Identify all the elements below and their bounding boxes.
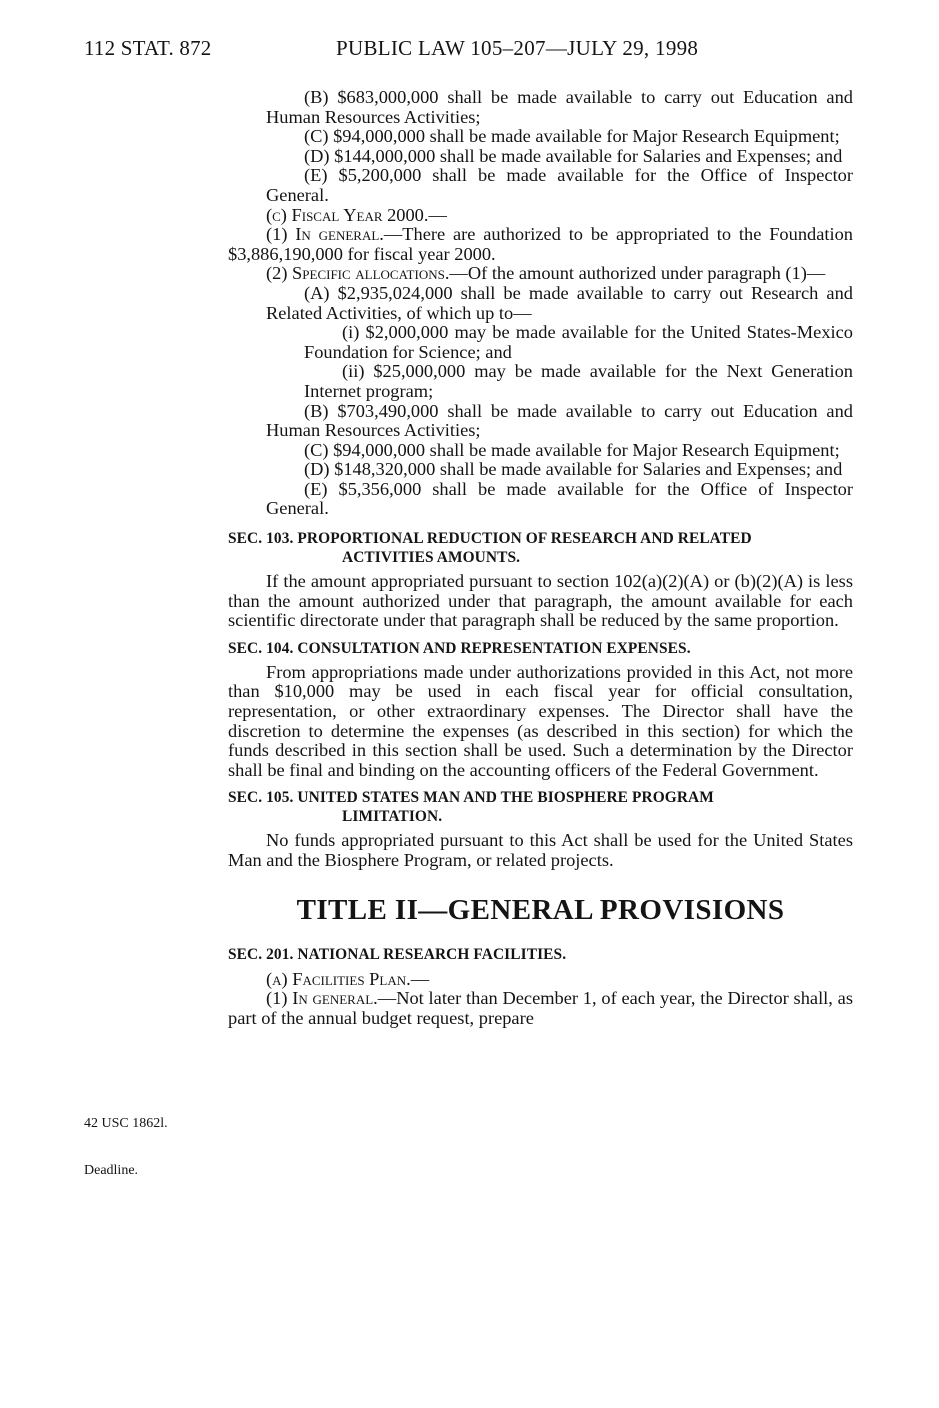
- section-105-heading: [228, 788, 853, 826]
- section-104-heading: SEC. 104. CONSULTATION AND REPRESENTATION EXPENSES.: [228, 639, 691, 657]
- paragraph-d-fy2000: (D) $148,320,000 shall be made available for Salaries and Expenses; and: [304, 459, 843, 480]
- section-105-heading-line1: SEC. 105. UNITED STATES MAN AND THE BIOSPHERE PROGRAM: [228, 789, 714, 807]
- title-ii-heading: TITLE II—GENERAL PROVISIONS: [296, 893, 785, 926]
- facilities-in-general-label: (1) In general.: [266, 988, 378, 1009]
- section-105-text: No funds appropriated pursuant to this Act shall be used for the United States Man and the Biosphere Program, or related projects.: [228, 830, 853, 870]
- paragraph-facilities-in-general: [228, 989, 853, 1028]
- paragraph-c-fy2000: (C) $94,000,000 shall be made available for Major Research Equipment;: [304, 439, 840, 460]
- section-103-heading: [228, 529, 853, 567]
- stat-page-number: 112 STAT. 872: [84, 36, 212, 60]
- page-header: [84, 36, 864, 66]
- specific-allocations-text: —Of the amount authorized under paragraph (1)—: [449, 263, 826, 284]
- fiscal-year-2000-heading: (c) Fiscal Year 2000.—: [266, 204, 447, 225]
- document-body: [228, 88, 853, 1028]
- paragraph-e-fy2000: (E) $5,356,000 shall be made available for the Office of Inspector General.: [266, 478, 853, 519]
- paragraph-b-fy2000: (B) $703,490,000 shall be made available to carry out Education and Human Resources Activities;: [266, 400, 853, 441]
- paragraph-in-general: [228, 225, 853, 264]
- paragraph-e-fy1999: (E) $5,200,000 shall be made available for the Office of Inspector General.: [266, 165, 853, 205]
- deadline-note: Deadline.: [84, 1163, 139, 1178]
- public-law-title: PUBLIC LAW 105–207—JULY 29, 1998: [336, 36, 699, 60]
- clause-i-fy2000: (i) $2,000,000 may be made available for the United States-Mexico Foundation for Science; and: [304, 322, 853, 362]
- in-general-label: (1) In general.: [266, 224, 384, 245]
- paragraph-d-fy1999: (D) $144,000,000 shall be made available for Salaries and Expenses; and: [304, 145, 843, 166]
- section-104-text: From appropriations made under authorizations provided in this Act, not more than $10,000 may be used in each fiscal year for official consultation, representation, or other extraordinary expenses. The Director shall have the discretion to determine the expenses (as described in this section) for which the funds described in this section shall be used. Such a determination by the Director shall be final and binding on the accounting officers of the Federal Government.: [228, 661, 853, 780]
- usc-citation-note: 42 USC 1862l.: [84, 1116, 168, 1131]
- paragraph-c-fy1999: (C) $94,000,000 shall be made available for Major Research Equipment;: [304, 126, 840, 147]
- section-105-heading-line2: LIMITATION.: [342, 808, 443, 826]
- in-general-text: —There are authorized to be appropriated to the Foundation $3,886,190,000 for fiscal year 2000.: [228, 224, 853, 264]
- specific-allocations-label: (2) Specific allocations.: [266, 263, 450, 284]
- section-103-heading-line2: ACTIVITIES AMOUNTS.: [342, 549, 521, 567]
- facilities-plan-heading: (a) Facilities Plan.—: [266, 968, 430, 989]
- facilities-in-general-text: —Not later than December 1, of each year, the Director shall, as part of the annual budget request, prepare: [228, 988, 853, 1028]
- section-103-text: If the amount appropriated pursuant to section 102(a)(2)(A) or (b)(2)(A) is less than the amount authorized under that paragraph, the amount available for each scientific directorate under that paragraph shall be reduced by the same proportion.: [228, 571, 853, 631]
- paragraph-specific-allocations: [228, 264, 853, 284]
- section-103-heading-line1: SEC. 103. PROPORTIONAL REDUCTION OF RESEARCH AND RELATED: [228, 530, 752, 548]
- paragraph-a-fy2000: (A) $2,935,024,000 shall be made available to carry out Research and Related Activities, of which up to—: [266, 282, 853, 323]
- paragraph-b-fy1999: (B) $683,000,000 shall be made available to carry out Education and Human Resources Activities;: [266, 87, 853, 127]
- section-201-heading: SEC. 201. NATIONAL RESEARCH FACILITIES.: [228, 945, 567, 963]
- clause-ii-fy2000: (ii) $25,000,000 may be made available for the Next Generation Internet program;: [304, 361, 853, 401]
